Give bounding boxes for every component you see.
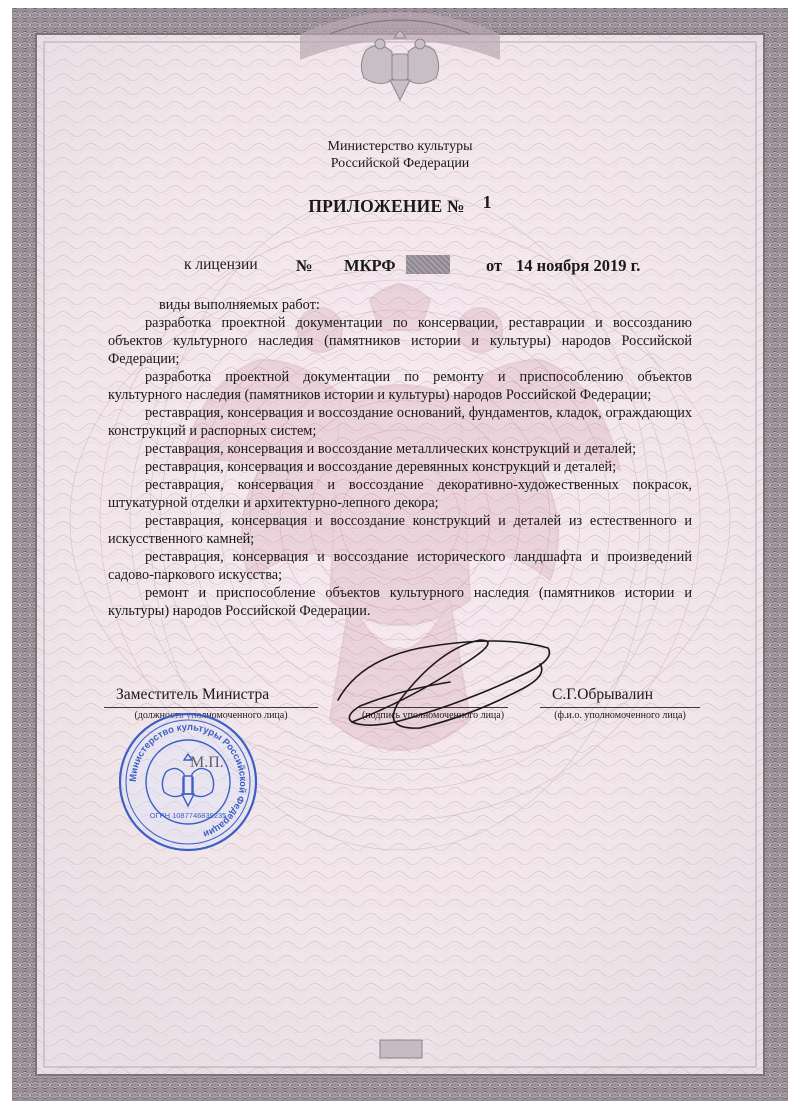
position-caption: (должность уполномоченного лица) — [134, 710, 288, 721]
license-series: МКРФ — [344, 256, 396, 275]
name-caption: (ф.и.о. уполномоченного лица) — [554, 710, 686, 721]
redacted-license-number — [406, 255, 450, 274]
stamp-place-label: М.П. — [190, 754, 224, 771]
ministry-line-1: Министерство культуры — [327, 139, 473, 154]
work-item: реставрация, консервация и воссоздание оснований, фундаментов, кладок, ограждающих конструкций и распорных систем; — [108, 405, 692, 439]
work-item: ремонт и приспособление объектов культурного наследия (памятников истории и культуры) народов Российской Федерации. — [108, 585, 692, 619]
number-sign: № — [296, 256, 313, 275]
work-item: разработка проектной документации по ремонту и приспособлению объектов культурного наследия (памятников истории и культуры) народов Российской Федерации; — [108, 369, 692, 403]
appendix-title: ПРИЛОЖЕНИЕ № — [308, 196, 465, 216]
work-item: реставрация, консервация и воссоздание деревянных конструкций и деталей; — [145, 459, 617, 475]
license-date: 14 ноября 2019 г. — [516, 256, 641, 275]
from-label: от — [486, 256, 503, 275]
ministry-line-2: Российской Федерации — [330, 156, 470, 171]
signature-caption: (подпись уполномоченного лица) — [361, 710, 505, 721]
name-underline — [540, 707, 700, 708]
seal-inner-text: ОГРН 1087746839235 — [149, 811, 227, 820]
signature-underline — [358, 707, 508, 708]
appendix-number: 1 — [482, 192, 492, 212]
work-item: реставрация, консервация и воссоздание исторического ландшафта и произведений садово-паркового искусства; — [108, 549, 692, 583]
work-item: реставрация, консервация и воссоздание декоративно-художественных покрасок, штукатурной отделки и архитектурно-лепного декора; — [108, 477, 692, 511]
appendix-heading — [0, 192, 800, 217]
work-item: разработка проектной документации по консервации, реставрации и воссозданию объектов культурного наследия (памятников истории и культуры) народов Российской Федерации; — [108, 315, 692, 367]
works-intro: виды выполняемых работ: — [159, 297, 320, 313]
position-underline — [104, 707, 318, 708]
work-item: реставрация, консервация и воссоздание металлических конструкций и деталей; — [145, 441, 637, 457]
signer-name: С.Г.Обрывалин — [552, 686, 653, 703]
work-item: реставрация, консервация и воссоздание конструкций и деталей из естественного и искусственного камней; — [108, 513, 692, 547]
issuing-authority — [0, 138, 800, 172]
license-prefix: к лицензии — [184, 256, 258, 273]
works-list — [108, 296, 692, 620]
seal-ring-text: Министерство культуры Российской Федерации — [127, 721, 249, 840]
signer-position: Заместитель Министра — [116, 686, 270, 703]
